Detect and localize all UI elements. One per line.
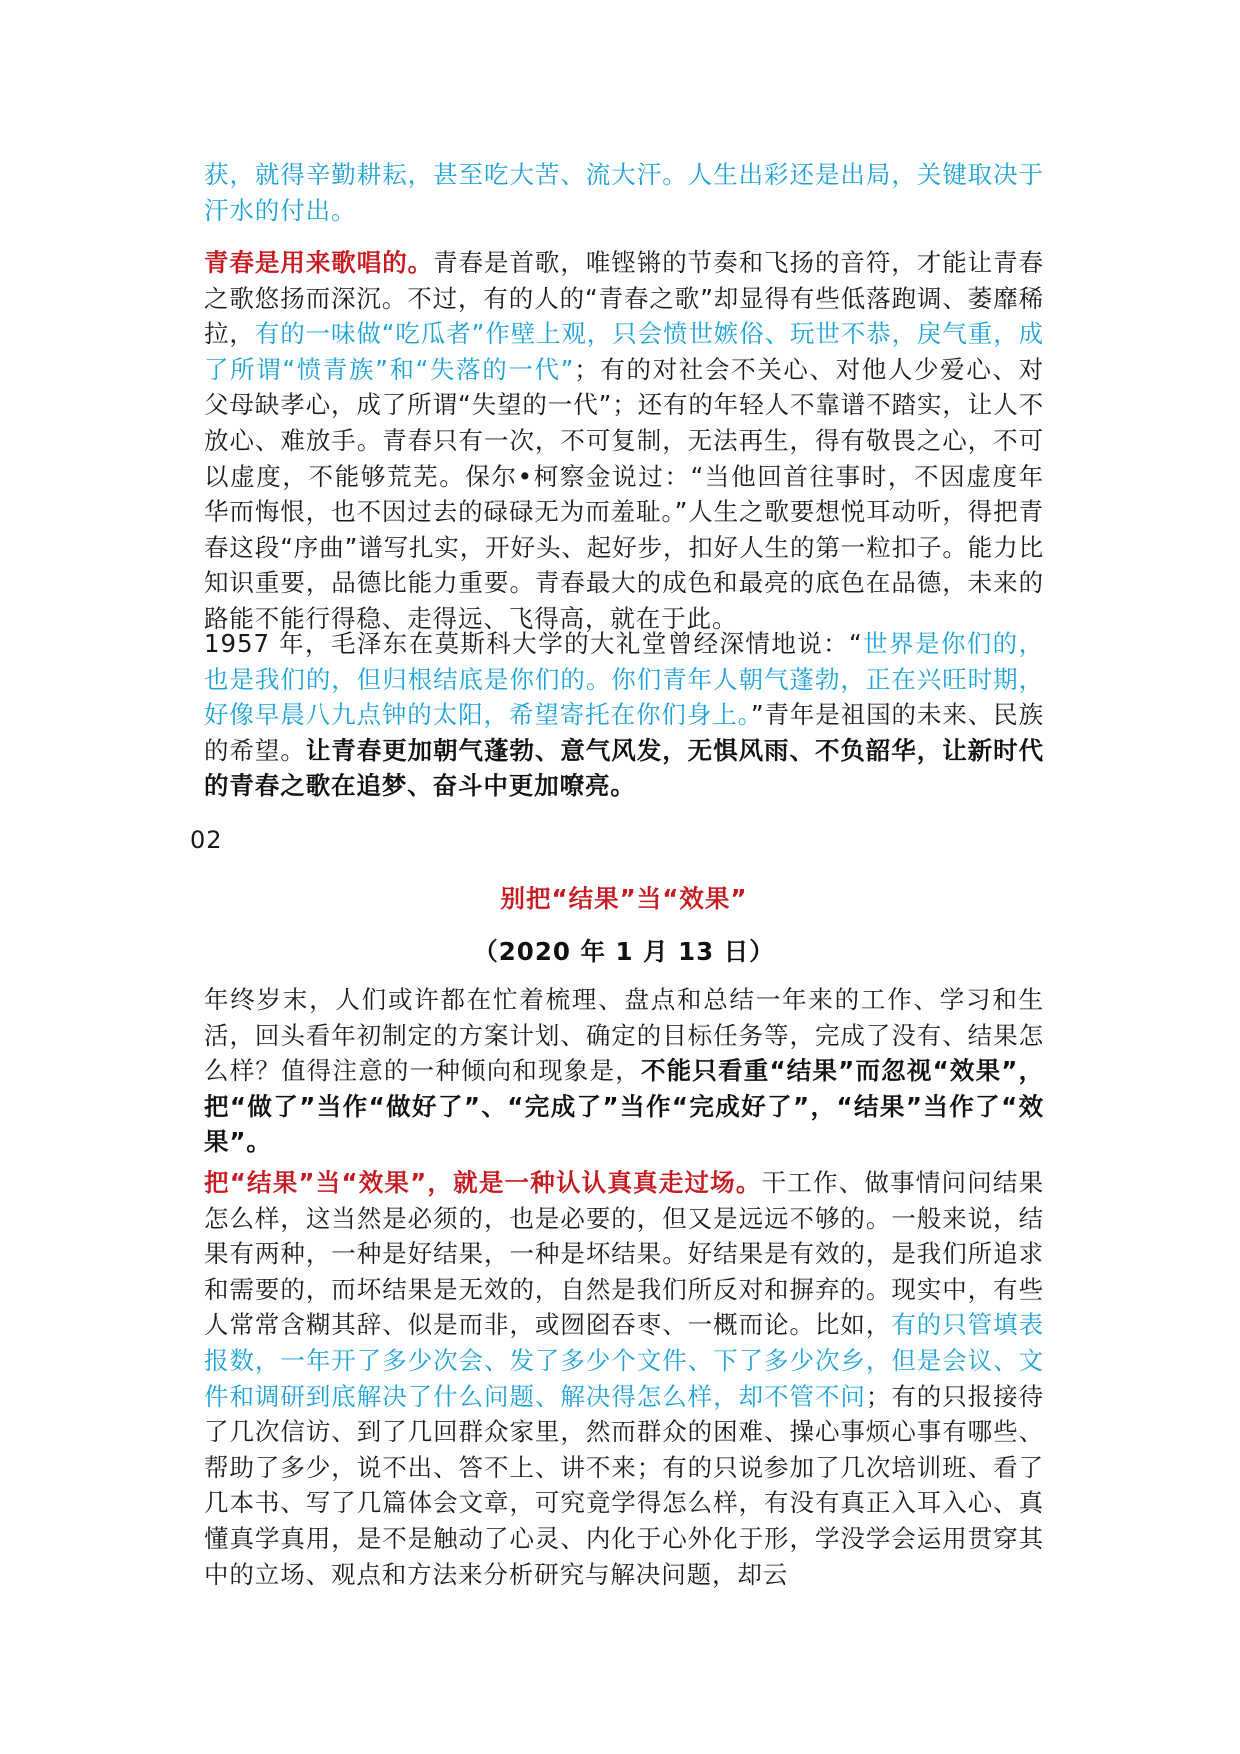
section-number: 02 <box>190 826 223 854</box>
paragraph-lead: 把“结果”当“效果”，就是一种认认真真走过场。 <box>204 1168 762 1197</box>
paragraph-5 <box>204 1165 1044 1592</box>
quote-highlight: 世界是你们的，也是我们的，但归根结底是你们的。你们青年人朝气蓬勃，正在兴旺时期，好像早晨八九点钟的太阳，希望寄托在你们身上。 <box>204 629 1044 730</box>
article-date: （2020 年 1 月 13 日） <box>473 937 775 966</box>
highlight-text: 获，就得辛勤耕耘，甚至吃大苦、流大汗。人生出彩还是出局，关键取决于汗水的付出。 <box>204 160 1044 225</box>
body-text: ”青年是祖国的未来、民族的希望。 <box>204 700 1044 765</box>
highlight-text: 有的只管填表报数，一年开了多少次会、发了多少个文件、下了多少次乡，但是会议、文件和调研到底解决了什么问题、解决得怎么样，却不管不问 <box>204 1310 1044 1411</box>
paragraph-1 <box>204 157 1044 228</box>
body-text: ；有的只报接待了几次信访、到了几回群众家里，然而群众的困难、操心事烦心事有哪些、帮助了多少，说不出、答不上、讲不来；有的只说参加了几次培训班、看了几本书、写了几篇体会文章，可究竟学得怎么样，有没有真正入耳入心、真懂真学真用，是不是触动了心灵、内化于心外化于形，学没学会运用贯穿其中的立场、观点和方法来分析研究与解决问题，却云 <box>204 1381 1044 1589</box>
paragraph-3 <box>204 626 1044 804</box>
body-text: 1957 年，毛泽东在莫斯科大学的大礼堂曾经深情地说：“ <box>204 629 863 658</box>
body-text: 干工作、做事情问问结果怎么样，这当然是必须的，也是必要的，但又是远远不够的。一般来说，结果有两种，一种是好结果，一种是坏结果。好结果是有效的，是我们所追求和需要的，而坏结果是无效的，自然是我们所反对和摒弃的。现实中，有些人常常含糊其辞、似是而非，或囫囵吞枣、一概而论。比如， <box>204 1168 1045 1340</box>
paragraph-lead: 青春是用来歌唱的。 <box>204 248 434 277</box>
bold-text: 不能只看重“结果”而忽视“效果”，把“做了”当作“做好了”、“完成了”当作“完成好了”，“结果”当作了“效果”。 <box>204 1056 1044 1157</box>
paragraph-2 <box>204 245 1044 637</box>
paragraph-4 <box>204 982 1044 1160</box>
highlight-text: 有的一味做“吃瓜者”作壁上观，只会愤世嫉俗、玩世不恭，戾气重，成了所谓“愤青族”和“失落的一代” <box>204 319 1044 384</box>
body-text: 青春是首歌，唯铿锵的节奏和飞扬的音符，才能让青春之歌悠扬而深沉。不过，有的人的“青春之歌”却显得有些低落跑调、萎靡稀拉， <box>204 248 1044 349</box>
body-text: ；有的对社会不关心、对他人少爱心、对父母缺孝心，成了所谓“失望的一代”；还有的年轻人不靠谱不踏实，让人不放心、难放手。青春只有一次，不可复制，无法再生，得有敬畏之心，不可以虚度，不能够荒芜。保尔•柯察金说过：“当他回首往事时，不因虚度年华而悔恨，也不因过去的碌碌无为而羞耻。”人生之歌要想悦耳动听，得把青春这段“序曲”谱写扎实，开好头、起好步，扣好人生的第一粒扣子。能力比知识重要，品德比能力重要。青春最大的成色和最亮的底色在品德，未来的路能不能行得稳、走得远、飞得高，就在于此。 <box>204 354 1044 633</box>
bold-text: 让青春更加朝气蓬勃、意气风发，无惧风雨、不负韶华，让新时代的青春之歌在追梦、奋斗中更加嘹亮。 <box>204 735 1044 801</box>
article-title: 别把“结果”当“效果” <box>500 884 748 913</box>
body-text: 年终岁末，人们或许都在忙着梳理、盘点和总结一年来的工作、学习和生活，回头看年初制定的方案计划、确定的目标任务等，完成了没有、结果怎么样？值得注意的一种倾向和现象是， <box>204 985 1044 1086</box>
